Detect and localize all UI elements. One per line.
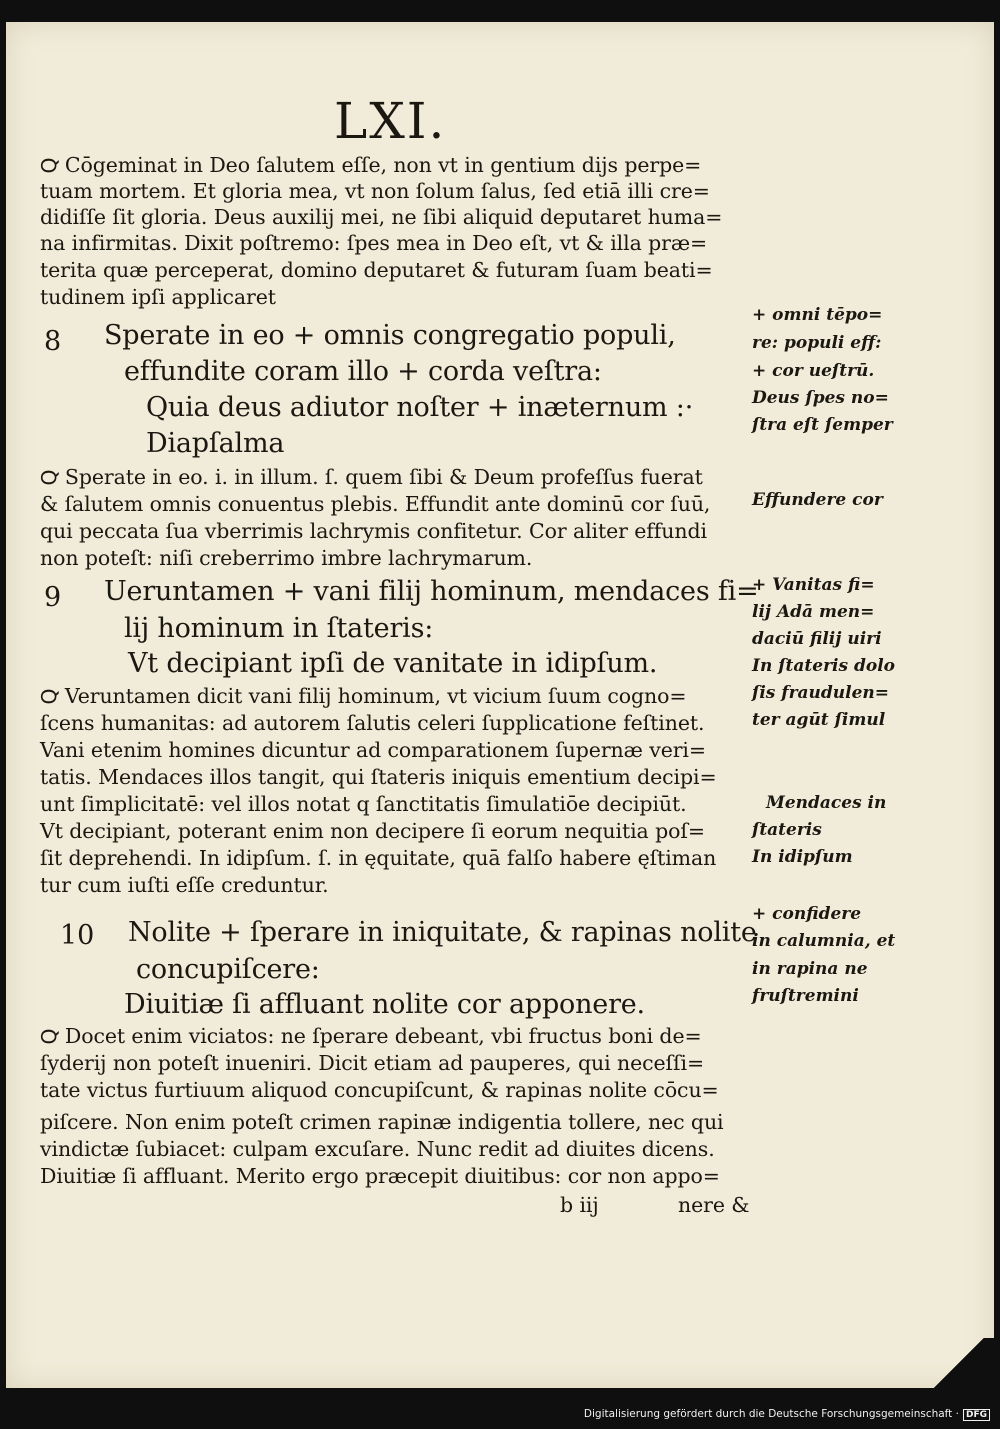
commentary-line: na infirmitas. Dixit poſtremo: ſpes mea in Deo eſt, vt & illa præ= — [40, 231, 708, 255]
margin-note: in rapina ne — [752, 959, 868, 979]
margin-note: ſtateris — [752, 820, 822, 840]
margin-note: re: populi eff: — [752, 333, 882, 353]
pilcrow-mark: ℺ — [40, 465, 59, 489]
commentary-line: tuam mortem. Et gloria mea, vt non ſolum ſalus, ſed etiā illi cre= — [40, 179, 710, 203]
commentary-line: Diuitiæ ſi affluant. Merito ergo præcepit diuitibus: cor non appo= — [40, 1164, 720, 1188]
commentary-line: Vani etenim homines dicuntur ad comparationem ſupernæ veri= — [40, 738, 706, 762]
commentary-line: ſit deprehendi. In idipſum. ſ. in ęquitate, quā falſo habere ęſtiman — [40, 846, 717, 870]
commentary-line: unt ſimplicitatē: vel illos notat q ſanctitatis ſimulatiōe decipiūt. — [40, 792, 687, 816]
pilcrow-mark: ℺ — [40, 1024, 59, 1048]
verse-number: 8 — [44, 326, 62, 357]
commentary-line: tur cum iuſti eſſe creduntur. — [40, 873, 329, 897]
margin-note: Deus ſpes no= — [752, 388, 889, 408]
commentary-line: terita quæ perceperat, domino deputaret & futuram ſuam beati= — [40, 258, 713, 282]
verse-line: Vt decipiant ipſi de vanitate in idipſum. — [128, 648, 658, 679]
verse-line: Diuitiæ ſi affluant nolite cor apponere. — [124, 989, 645, 1020]
commentary-line: didiſſe ſit gloria. Deus auxilij mei, ne ſibi aliquid deputaret huma= — [40, 205, 723, 229]
signature-mark: b iij — [560, 1193, 599, 1217]
commentary-line: ℺ Veruntamen dicit vani filij hominum, vt vicium ſuum cogno= — [40, 684, 687, 708]
commentary-line: tate victus furtiuum aliquod concupiſcunt, & rapinas nolite cōcu= — [40, 1078, 719, 1102]
verse-number: 10 — [60, 920, 95, 951]
verse-line: Quia deus adiutor noſter + inæternum :· — [146, 392, 694, 423]
margin-note: daciū filij uiri — [752, 629, 882, 649]
verse-line: Diapſalma — [146, 428, 285, 459]
verse-line: Sperate in eo + omnis congregatio populi, — [104, 320, 676, 351]
funding-credit: Digitalisierung gefördert durch die Deutsche Forschungsgemeinschaft · DFG — [560, 1408, 990, 1421]
margin-note: + confidere — [752, 904, 862, 924]
commentary-line: vindictæ ſubiacet: culpam excuſare. Nunc redit ad diuites dicens. — [40, 1137, 715, 1161]
pilcrow-mark: ℺ — [40, 153, 59, 177]
verse-line: Nolite + ſperare in iniquitate, & rapinas nolite — [128, 917, 757, 948]
verse-line: lij hominum in ſtateris: — [124, 613, 434, 644]
commentary-line: & ſalutem omnis conuentus plebis. Effundit ante dominū cor ſuū, — [40, 492, 711, 516]
margin-note: ſis fraudulen= — [752, 683, 890, 703]
dfg-logo: DFG — [963, 1409, 990, 1421]
commentary-line: piſcere. Non enim poteſt crimen rapinæ indigentia tollere, nec qui — [40, 1110, 724, 1134]
margin-note: in calumnia, et — [752, 931, 896, 951]
margin-note: + omni tēpo= — [752, 305, 883, 325]
margin-note: + Vanitas fi= — [752, 575, 875, 595]
commentary-line: ℺ Sperate in eo. i. in illum. ſ. quem ſibi & Deum profeſſus fuerat — [40, 465, 703, 489]
verse-line: concupiſcere: — [136, 954, 320, 985]
pilcrow-mark: ℺ — [40, 684, 59, 708]
commentary-line: tudinem ipſi applicaret — [40, 285, 276, 309]
margin-note: Effundere cor — [752, 490, 883, 510]
margin-note: lij Adā men= — [752, 602, 875, 622]
verse-line: effundite coram illo + corda veſtra: — [124, 356, 602, 387]
margin-note: + cor ueſtrū. — [752, 361, 875, 381]
commentary-line: ſyderij non poteſt inueniri. Dicit etiam ad pauperes, qui neceſſi= — [40, 1051, 705, 1075]
commentary-line: qui peccata ſua vberrimis lachrymis confitetur. Cor aliter effundi — [40, 519, 707, 543]
commentary-line: ſcens humanitas: ad autorem ſalutis celeri ſupplicatione feſtinet. — [40, 711, 705, 735]
commentary-line: Vt decipiant, poterant enim non decipere ſi eorum nequitia poſ= — [40, 819, 705, 843]
folio-number: LXI. — [334, 92, 447, 150]
verse-number: 9 — [44, 582, 62, 613]
catchword: nere & — [678, 1193, 750, 1217]
margin-note: ter agūt ſimul — [752, 710, 886, 730]
verse-line: Ueruntamen + vani filij hominum, mendaces fi= — [104, 576, 759, 607]
margin-note: fruſtremini — [752, 986, 859, 1006]
margin-note: ſtra eſt ſemper — [752, 415, 893, 435]
commentary-line: tatis. Mendaces illos tangit, qui ſtateris iniquis ementium decipi= — [40, 765, 717, 789]
margin-note: In idipſum — [752, 847, 853, 867]
commentary-line: ℺ Docet enim viciatos: ne ſperare debeant, vbi fructus boni de= — [40, 1024, 702, 1048]
commentary-line: ℺ Cōgeminat in Deo ſalutem eſſe, non vt in gentium dijs perpe= — [40, 153, 702, 177]
commentary-line: non poteſt: niſi creberrimo imbre lachrymarum. — [40, 546, 533, 570]
margin-note: In ſtateris dolo — [752, 656, 896, 676]
margin-note: Mendaces in — [766, 793, 887, 813]
